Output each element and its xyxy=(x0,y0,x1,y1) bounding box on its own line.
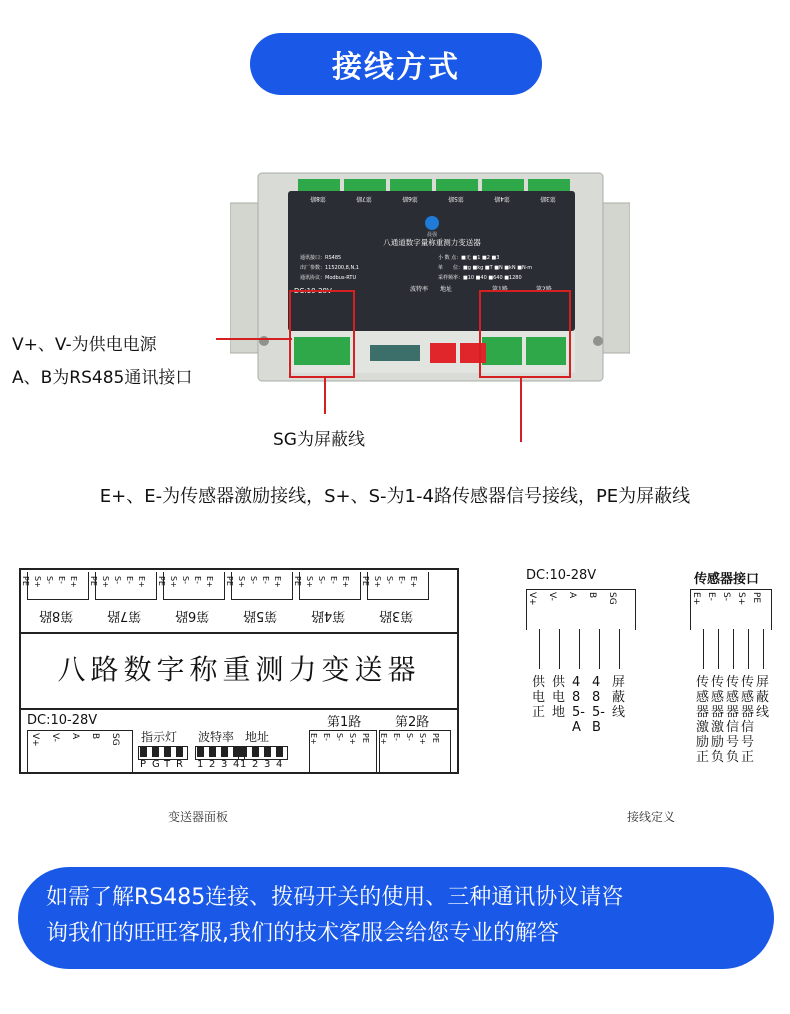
callout-rs485: A、B为RS485通讯接口 xyxy=(12,368,193,388)
baud-digit: 3 xyxy=(221,759,228,770)
indicator-digit: P xyxy=(140,759,147,770)
device-channel-label: 第4路 xyxy=(494,195,510,202)
device-channel-label: 第7路 xyxy=(356,195,372,202)
sensor-pin-label: PE xyxy=(431,733,440,743)
def-pin-label: A xyxy=(567,592,577,599)
top-channel-group: PE S+ S- E- E+ 第5路 xyxy=(231,572,293,628)
def-pin-line xyxy=(763,629,764,669)
device-info-row: 通讯协议：Modbus-RTU xyxy=(300,275,357,281)
definition-caption: 接线定义 xyxy=(627,810,676,824)
addr-digit: 4 xyxy=(276,759,283,770)
top-terminal-block xyxy=(344,179,386,191)
indicator-digit: G xyxy=(152,759,160,770)
callout-power: V+、V-为供电电源 xyxy=(12,335,157,355)
device-bottom-label: 第2路 xyxy=(536,286,552,293)
def-dc-label: DC:10-28V xyxy=(526,568,597,583)
sensor-pin-label: PE xyxy=(361,733,370,743)
def-pin-label: V+ xyxy=(527,592,537,606)
panel-caption: 变送器面板 xyxy=(168,810,229,824)
def-pin-line xyxy=(718,629,719,669)
power-pin-label: V+ xyxy=(30,733,40,747)
def-pin-line xyxy=(619,629,620,669)
def-pin-desc: 485-A xyxy=(572,675,585,735)
bottom-terminal-block xyxy=(294,337,350,365)
addr-switch-knob xyxy=(276,747,283,757)
device-unit-row: 单 位：■g ■kg ■T ■N ■kN ■N·m xyxy=(438,265,533,271)
def-pin-line xyxy=(733,629,734,669)
top-terminal-block xyxy=(390,179,432,191)
baud-digit: 4 xyxy=(233,759,240,770)
power-pin-label: B xyxy=(90,733,100,740)
bottom-terminal-block xyxy=(482,337,522,365)
def-pin-desc: 传感器信号负 xyxy=(726,675,740,765)
device-bottom-label: 地址 xyxy=(440,286,453,293)
channel-label: 第5路 xyxy=(243,608,278,623)
panel-dc-label: DC:10-28V xyxy=(27,713,98,728)
channel-label: 第7路 xyxy=(107,608,142,623)
baud-digit: 2 xyxy=(209,759,216,770)
indicator-switch-knob xyxy=(164,747,171,757)
def-pin-label: B xyxy=(587,592,597,599)
baud-label: 波特率 xyxy=(198,730,235,744)
top-channel-group: PE S+ S- E- E+ 第6路 xyxy=(163,572,225,628)
addr-switch-knob xyxy=(264,747,271,757)
def-pin-desc: 供电正 xyxy=(532,675,546,720)
device-dc-label: DC:10-28V xyxy=(294,287,332,295)
device-channel-label: 第8路 xyxy=(310,195,326,202)
channel-label: 第3路 xyxy=(379,608,414,623)
top-terminal-block xyxy=(482,179,524,191)
def-pin-line xyxy=(748,629,749,669)
device-info-row: 出厂参数：115200,8,N,1 xyxy=(300,265,359,271)
indicator-switch-knob xyxy=(140,747,147,757)
sensor-pin-label: S+ xyxy=(348,733,357,745)
addr-digit: 3 xyxy=(264,759,271,770)
baud-switch-knob xyxy=(197,747,204,757)
sensor-pin-label: S- xyxy=(405,733,414,741)
top-channel-group: PE S+ S- E- E+ 第4路 xyxy=(299,572,361,628)
device-channel-label: 第3路 xyxy=(540,195,556,202)
section-title: 接线方式 xyxy=(250,33,542,95)
sensor-pin-label: E- xyxy=(392,733,401,741)
def-pin-line xyxy=(579,629,580,669)
addr-digit: 2 xyxy=(252,759,259,770)
addr-switch-knob xyxy=(240,747,247,757)
wiring-definition xyxy=(520,565,780,785)
indicator-label: 指示灯 xyxy=(141,730,178,744)
indicator-digit: T xyxy=(164,759,171,770)
def-pin-desc: 屏蔽线 xyxy=(756,675,770,720)
sensor-pin-label: S+ xyxy=(418,733,427,745)
channel-label: 第8路 xyxy=(39,608,74,623)
def-sensor-label: 传感器接口 xyxy=(694,572,760,587)
callout-line-sg xyxy=(324,378,326,414)
callout-line-sensor xyxy=(520,378,522,442)
def-pin-desc: 屏蔽线 xyxy=(612,675,626,720)
addr-switch-knob xyxy=(252,747,259,757)
indicator-switch-knob xyxy=(176,747,183,757)
def-pin-desc: 传感器激励负 xyxy=(711,675,725,765)
top-terminal-block xyxy=(298,179,340,191)
device-unit-row: 小 数 点：■无 ■1 ■2 ■3 xyxy=(438,255,500,261)
callout-sg: SG为屏蔽线 xyxy=(273,430,365,450)
banner-line-2: 询我们的旺旺客服,我们的技术客服会给您专业的解答 xyxy=(46,921,559,946)
def-pin-label: SG xyxy=(607,592,617,605)
def-pin-line xyxy=(559,629,560,669)
def-pin-label: E+ xyxy=(691,592,701,606)
device-channel-label: 第6路 xyxy=(402,195,418,202)
top-channel-group: PE S+ S- E- E+ 第8路 xyxy=(27,572,89,628)
def-pin-line xyxy=(703,629,704,669)
device-channel-label: 第5路 xyxy=(448,195,464,202)
baud-switch-knob xyxy=(221,747,228,757)
banner-line-1: 如需了解RS485连接、拨码开关的使用、三种通讯协议请咨 xyxy=(46,885,624,910)
device-info-row: 通讯接口：RS485 xyxy=(300,255,342,261)
device-title: 八通道数字量称重测力变送器 xyxy=(383,238,481,247)
addr-digit: 1 xyxy=(240,759,247,770)
wiring-rule-text: E+、E-为传感器激励接线，S+、S-为1-4路传感器信号接线，PE为屏蔽线 xyxy=(99,486,691,507)
device-brand: 晨强 xyxy=(426,232,438,238)
power-pin-label: V- xyxy=(50,733,60,742)
baud-switch-knob xyxy=(209,747,216,757)
panel-title: 八路数字称重测力变送器 xyxy=(57,653,421,686)
transmitter-panel-diagram xyxy=(19,568,459,774)
transmitter-device-illustration xyxy=(230,163,630,385)
sensor-pin-label: E- xyxy=(322,733,331,741)
power-pin-label: SG xyxy=(110,733,120,746)
indicator-digit: R xyxy=(176,759,183,770)
baud-digit: 1 xyxy=(197,759,204,770)
device-bottom-label: 波特率 xyxy=(410,286,429,293)
def-pin-desc: 供电地 xyxy=(552,675,566,720)
def-pin-label: S- xyxy=(721,592,731,601)
panel-ch2-label: 第2路 xyxy=(395,715,430,730)
def-pin-line xyxy=(599,629,600,669)
top-terminal-block xyxy=(528,179,570,191)
sensor-pin-label: E+ xyxy=(309,733,318,745)
sensor-pin-label: E+ xyxy=(379,733,388,745)
contact-banner xyxy=(18,867,774,969)
top-channel-group: PE S+ S- E- E+ 第3路 xyxy=(367,572,429,628)
channel-label: 第6路 xyxy=(175,608,210,623)
callout-line-power xyxy=(216,338,292,340)
device-unit-row: 采样频率：■10 ■40 ■640 ■1280 xyxy=(438,275,522,281)
def-pin-desc: 485-B xyxy=(592,675,605,735)
indicator-switch-knob xyxy=(152,747,159,757)
channel-label: 第4路 xyxy=(311,608,346,623)
device-bottom-label: 第1路 xyxy=(492,286,508,293)
def-pin-label: E- xyxy=(706,592,716,601)
bottom-terminal-block xyxy=(526,337,566,365)
panel-ch1-label: 第1路 xyxy=(327,715,362,730)
top-channel-group: PE S+ S- E- E+ 第7路 xyxy=(95,572,157,628)
def-pin-label: V- xyxy=(547,592,557,601)
power-pin-label: A xyxy=(70,733,80,740)
top-terminal-block xyxy=(436,179,478,191)
def-pin-label: S+ xyxy=(736,592,746,606)
def-pin-desc: 传感器信号正 xyxy=(741,675,755,765)
addr-label: 地址 xyxy=(245,730,270,744)
def-pin-desc: 传感器激励正 xyxy=(696,675,710,765)
def-pin-line xyxy=(539,629,540,669)
sensor-pin-label: S- xyxy=(335,733,344,741)
def-pin-label: PE xyxy=(751,592,761,604)
